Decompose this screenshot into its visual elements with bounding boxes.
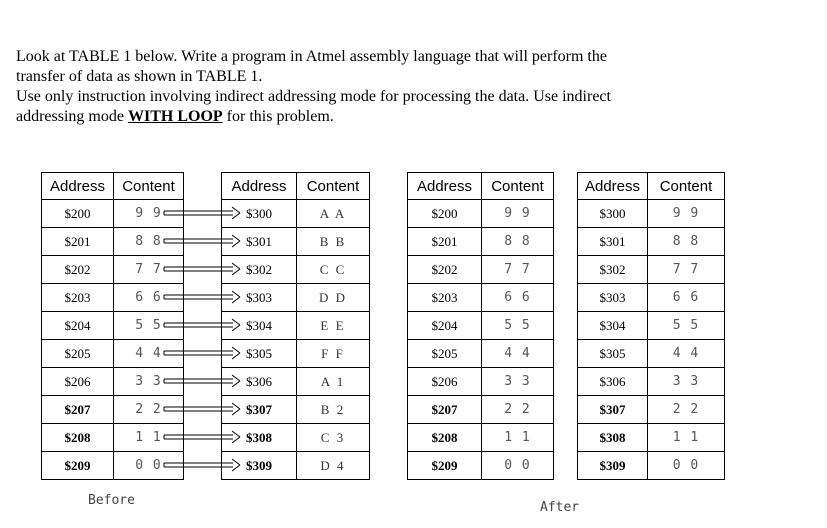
content-cell: 7 7 xyxy=(648,256,725,284)
table-row xyxy=(408,340,554,368)
content-cell: B 2 xyxy=(297,396,370,424)
address-cell: $305 xyxy=(578,340,648,368)
table-row xyxy=(578,424,725,452)
table-row xyxy=(408,256,554,284)
address-cell: $201 xyxy=(42,228,114,256)
content-cell: 3 3 xyxy=(114,368,184,396)
address-cell: $202 xyxy=(42,256,114,284)
table-row xyxy=(578,200,725,228)
address-cell: $302 xyxy=(578,256,648,284)
address-cell: $209 xyxy=(42,452,114,480)
address-header: Address xyxy=(42,173,114,200)
address-cell: $301 xyxy=(222,228,297,256)
content-cell: 3 3 xyxy=(648,368,725,396)
table-row xyxy=(578,368,725,396)
content-cell: 1 1 xyxy=(482,424,554,452)
address-cell: $307 xyxy=(578,396,648,424)
address-cell: $205 xyxy=(408,340,482,368)
content-cell: A A xyxy=(297,200,370,228)
content-cell: 6 6 xyxy=(482,284,554,312)
before-dest-table xyxy=(221,172,370,480)
address-cell: $203 xyxy=(408,284,482,312)
table-row xyxy=(578,284,725,312)
table-row xyxy=(222,340,370,368)
address-cell: $309 xyxy=(578,452,648,480)
content-header: Content xyxy=(482,173,554,200)
content-cell: 3 3 xyxy=(482,368,554,396)
address-cell: $305 xyxy=(222,340,297,368)
address-cell: $202 xyxy=(408,256,482,284)
address-cell: $308 xyxy=(222,424,297,452)
address-cell: $208 xyxy=(42,424,114,452)
content-header: Content xyxy=(114,173,184,200)
table-row xyxy=(42,368,184,396)
with-loop-emphasis: WITH LOOP xyxy=(127,108,223,125)
content-cell: 5 5 xyxy=(648,312,725,340)
address-cell: $200 xyxy=(408,200,482,228)
table-row xyxy=(222,452,370,480)
address-cell: $204 xyxy=(408,312,482,340)
address-cell: $302 xyxy=(222,256,297,284)
content-cell: 5 5 xyxy=(114,312,184,340)
table-row xyxy=(222,284,370,312)
table-row xyxy=(408,452,554,480)
content-cell: C 3 xyxy=(297,424,370,452)
content-cell: D 4 xyxy=(297,452,370,480)
instruction-line-4-suffix: for this problem. xyxy=(222,108,334,125)
table-row xyxy=(42,200,184,228)
table-row xyxy=(222,312,370,340)
table-row xyxy=(408,228,554,256)
content-cell: 6 6 xyxy=(114,284,184,312)
table-row xyxy=(42,256,184,284)
table-row xyxy=(42,312,184,340)
table-row xyxy=(408,396,554,424)
content-cell: F F xyxy=(297,340,370,368)
content-cell: 0 0 xyxy=(482,452,554,480)
content-cell: 0 0 xyxy=(114,452,184,480)
table-row xyxy=(42,452,184,480)
problem-statement xyxy=(16,47,806,127)
content-cell: 8 8 xyxy=(648,228,725,256)
content-header: Content xyxy=(648,173,725,200)
content-cell: 4 4 xyxy=(482,340,554,368)
address-cell: $304 xyxy=(222,312,297,340)
table-row xyxy=(42,228,184,256)
address-cell: $303 xyxy=(578,284,648,312)
address-cell: $206 xyxy=(42,368,114,396)
table-row xyxy=(222,256,370,284)
content-cell: 2 2 xyxy=(648,396,725,424)
address-cell: $308 xyxy=(578,424,648,452)
address-cell: $207 xyxy=(42,396,114,424)
address-header: Address xyxy=(578,173,648,200)
table-row xyxy=(578,228,725,256)
address-cell: $206 xyxy=(408,368,482,396)
content-cell: A 1 xyxy=(297,368,370,396)
table-row xyxy=(222,424,370,452)
address-cell: $201 xyxy=(408,228,482,256)
content-cell: 0 0 xyxy=(648,452,725,480)
instruction-line-4 xyxy=(16,107,806,127)
instruction-line-4-prefix: addressing mode xyxy=(16,108,128,125)
address-cell: $307 xyxy=(222,396,297,424)
instruction-line-2: transfer of data as shown in TABLE 1. xyxy=(16,68,263,85)
content-cell: 1 1 xyxy=(114,424,184,452)
before-label: Before xyxy=(88,493,135,508)
table-row xyxy=(42,340,184,368)
address-cell: $208 xyxy=(408,424,482,452)
address-header: Address xyxy=(408,173,482,200)
table-row xyxy=(408,284,554,312)
content-cell: 2 2 xyxy=(114,396,184,424)
before-source-table xyxy=(41,172,184,480)
address-cell: $306 xyxy=(578,368,648,396)
content-cell: 1 1 xyxy=(648,424,725,452)
content-cell: 9 9 xyxy=(648,200,725,228)
address-cell: $207 xyxy=(408,396,482,424)
content-cell: C C xyxy=(297,256,370,284)
address-header: Address xyxy=(222,173,297,200)
address-cell: $304 xyxy=(578,312,648,340)
content-cell: 7 7 xyxy=(482,256,554,284)
instruction-line-1: Look at TABLE 1 below. Write a program in Atmel assembly language that will perform the xyxy=(16,48,607,65)
content-header: Content xyxy=(297,173,370,200)
content-cell: 5 5 xyxy=(482,312,554,340)
table-row xyxy=(578,312,725,340)
address-cell: $204 xyxy=(42,312,114,340)
address-cell: $309 xyxy=(222,452,297,480)
content-cell: 6 6 xyxy=(648,284,725,312)
address-cell: $205 xyxy=(42,340,114,368)
content-cell: 2 2 xyxy=(482,396,554,424)
after-source-table xyxy=(407,172,554,480)
content-cell: 8 8 xyxy=(114,228,184,256)
table-row xyxy=(408,368,554,396)
content-cell: 7 7 xyxy=(114,256,184,284)
table-row xyxy=(42,396,184,424)
instruction-line-3: Use only instruction involving indirect addressing mode for processing the data. Use indirect xyxy=(16,88,611,105)
content-cell: 4 4 xyxy=(114,340,184,368)
after-label: After xyxy=(540,500,580,515)
address-cell: $301 xyxy=(578,228,648,256)
table-row xyxy=(408,424,554,452)
table-row xyxy=(42,284,184,312)
address-cell: $209 xyxy=(408,452,482,480)
content-cell: 9 9 xyxy=(482,200,554,228)
table-row xyxy=(42,424,184,452)
content-cell: D D xyxy=(297,284,370,312)
table-row xyxy=(408,200,554,228)
table-row xyxy=(578,256,725,284)
table-row xyxy=(222,228,370,256)
table-row xyxy=(222,368,370,396)
address-cell: $203 xyxy=(42,284,114,312)
table-row xyxy=(578,396,725,424)
table-row xyxy=(578,452,725,480)
after-dest-table xyxy=(577,172,725,480)
content-cell: 4 4 xyxy=(648,340,725,368)
content-cell: 8 8 xyxy=(482,228,554,256)
table-row xyxy=(408,312,554,340)
table-row xyxy=(222,200,370,228)
address-cell: $306 xyxy=(222,368,297,396)
table-row xyxy=(578,340,725,368)
content-cell: E E xyxy=(297,312,370,340)
address-cell: $300 xyxy=(578,200,648,228)
address-cell: $303 xyxy=(222,284,297,312)
address-cell: $200 xyxy=(42,200,114,228)
content-cell: B B xyxy=(297,228,370,256)
table-row xyxy=(222,396,370,424)
content-cell: 9 9 xyxy=(114,200,184,228)
address-cell: $300 xyxy=(222,200,297,228)
